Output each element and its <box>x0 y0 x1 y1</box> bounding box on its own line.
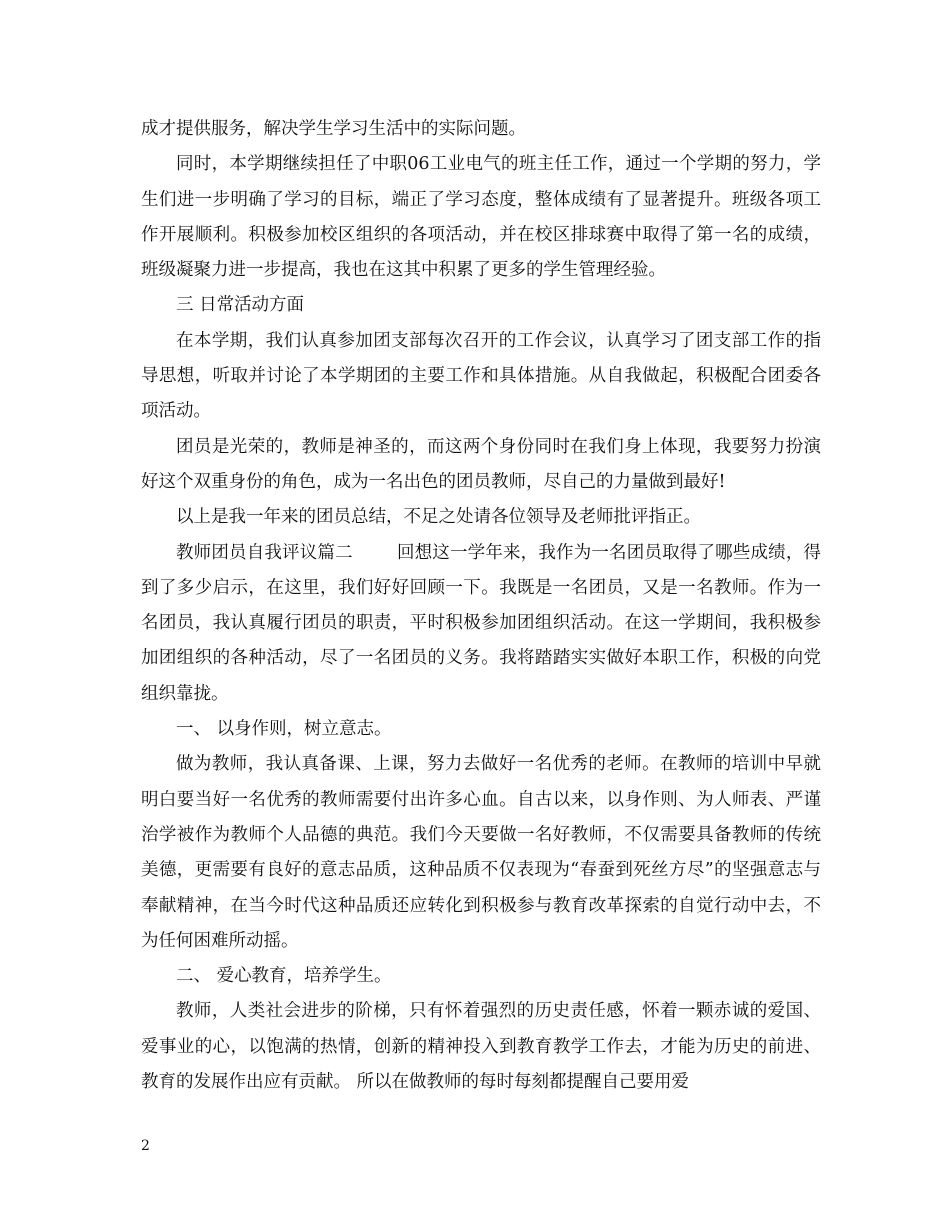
document-body <box>141 112 821 1100</box>
paragraph-7: 教师，人类社会进步的阶梯，只有怀着强烈的历史责任感，怀着一颗赤诚的爱国、爱事业的心，以饱满的热情，创新的精神投入到教育教学工作去，才能为历史的前进、教育的发展作出应有贡献。 所以在做教师的每时每刻都提醒自己要用爱 <box>141 1001 821 1093</box>
paragraph-2: 同时，本学期继续担任了中职06工业电气的班主任工作，通过一个学期的努力，学生们进一步明确了学习的目标，端正了学习态度，整体成绩有了显著提升。班级各项工作开展顺利。积极参加校区组织的各项活动，并在校区排球赛中取得了第一名的成绩，班级凝聚力进一步提高，我也在这其中积累了更多的学生管理经验。 <box>141 154 821 281</box>
heading-lead-by-example: 一、 以身作则，树立意志。 <box>176 719 392 740</box>
section-paragraph <box>141 536 821 712</box>
paragraph-4: 团员是光荣的，教师是神圣的，而这两个身份同时在我们身上体现，我要努力扮演好这个双重身份的角色，成为一名出色的团员教师，尽自己的力量做到最好! <box>141 436 821 492</box>
paragraph-1: 成才提供服务，解决学生学习生活中的实际问题。 <box>141 119 526 139</box>
heading-love-education: 二、 爱心教育，培养学生。 <box>176 966 392 987</box>
paragraph-5: 以上是我一年来的团员总结，不足之处请各位领导及老师批评指正。 <box>176 507 701 528</box>
section-heading-daily-activities: 三 日常活动方面 <box>176 295 305 316</box>
section-title: 教师团员自我评议篇二 <box>176 542 353 563</box>
paragraph-3: 在本学期，我们认真参加团支部每次召开的工作会议，认真学习了团支部工作的指导思想，听取并讨论了本学期团的主要工作和具体措施。从自我做起，积极配合团委各项活动。 <box>141 330 821 422</box>
section-paragraph-text: 回想这一学年来，我作为一名团员取得了哪些成绩，得到了多少启示，在这里，我们好好回顾一下。我既是一名团员，又是一名教师。作为一名团员，我认真履行团员的职责，平时积极参加团组织活动。在这一学期间，我积极参加团组织的各种活动，尽了一名团员的义务。我将踏踏实实做好本职工作，积极的向党组织靠拢。 <box>141 542 821 704</box>
page-number: 2 <box>141 1138 150 1154</box>
paragraph-6: 做为教师，我认真备课、上课，努力去做好一名优秀的老师。在教师的培训中早就明白要当好一名优秀的教师需要付出许多心血。自古以来，以身作则、为人师表、严谨治学被作为教师个人品德的典范。我们今天要做一名好教师，不仅需要具备教师的传统美德，更需要有良好的意志品质，这种品质不仅表现为“春蚕到死丝方尽”的坚强意志与奉献精神，在当今时代这种品质还应转化到积极参与教育改革探索的自觉行动中去，不为任何困难所动摇。 <box>141 754 821 951</box>
